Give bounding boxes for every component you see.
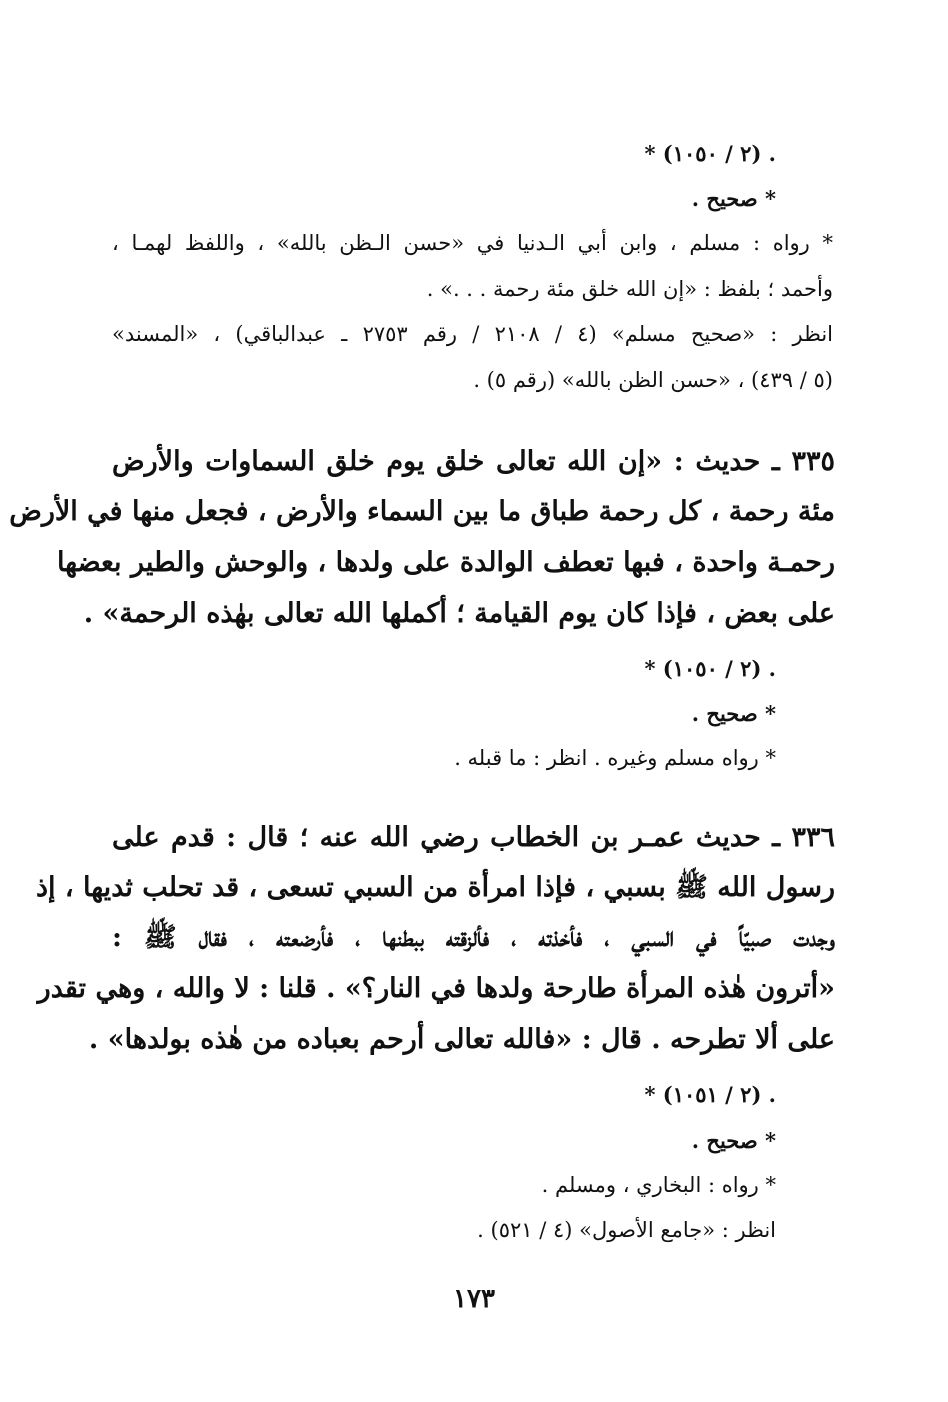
reference-line: * (٢ / ١٠٥٠) . <box>644 656 776 681</box>
page-number: ١٧٣ <box>453 1284 495 1314</box>
reference-line: * (٢ / ١٠٥٠) . <box>644 141 776 166</box>
hadith-336-text-line: ٣٣٦ ـ حديث عمـر بن الخطاب رضي الله عنه ؛ قال : قدم على <box>112 822 835 853</box>
hadith-335-text-line: رحمـة واحدة ، فبها تعطف الوالدة على ولدها ، والوحش والطير بعضها <box>56 547 835 578</box>
hadith-335-text-line: ٣٣٥ ـ حديث : «إن الله تعالى خلق يوم خلق السماوات والأرض <box>112 446 835 477</box>
grade-line: * صحيح . <box>691 186 776 211</box>
hadith-336-text-line: على ألا تطرحه . قال : «فالله تعالى أرحم بعباده من هٰذه بولدها» . <box>88 1024 835 1055</box>
grade-line: * صحيح . <box>691 701 776 726</box>
hadith-335-text-line: مئة رحمة ، كل رحمة طباق ما بين السماء والأرض ، فجعل منها في الأرض <box>9 496 835 527</box>
see-also-line: انظر : «صحيح مسلم» (٤ / ٢١٠٨ / رقم ٢٧٥٣ ـ عبدالباقي) ، «المسند» <box>112 322 834 346</box>
narration-line: وأحمد ؛ بلفظ : «إن الله خلق مئة رحمة . . .» . <box>426 277 833 301</box>
hadith-336-text-line: وجدت صبيّاً في السبي ، فأخذته ، فألزقته ببطنها ، فأرضعته ، فقال ﷺ : <box>112 922 835 953</box>
hadith-336-text-line: رسول الله ﷺ بسبي ، فإذا امرأة من السبي تسعى ، قد تحلب ثديها ، إذ <box>35 872 835 903</box>
grade-line: * صحيح . <box>691 1128 776 1153</box>
hadith-335-text-line: على بعض ، فإذا كان يوم القيامة ؛ أكملها الله تعالى بهٰذه الرحمة» . <box>83 598 835 629</box>
narration-line: * رواه مسلم وغيره . انظر : ما قبله . <box>454 746 776 770</box>
hadith-336-text-line: «أترون هٰذه المرأة طارحة ولدها في النار؟» . قلنا : لا والله ، وهي تقدر <box>37 973 835 1004</box>
reference-line: * (٢ / ١٠٥١) . <box>644 1082 776 1107</box>
narration-line: * رواه : مسلم ، وابن أبي الـدنيا في «حسن الـظن بالله» ، واللفظ لهمـا ، <box>112 231 833 255</box>
narration-line: * رواه : البخاري ، ومسلم . <box>541 1173 776 1197</box>
see-also-line: انظر : «جامع الأصول» (٤ / ٥٢١) . <box>477 1218 776 1242</box>
see-also-line: (٥ / ٤٣٩) ، «حسن الظن بالله» (رقم ٥) . <box>473 368 833 392</box>
